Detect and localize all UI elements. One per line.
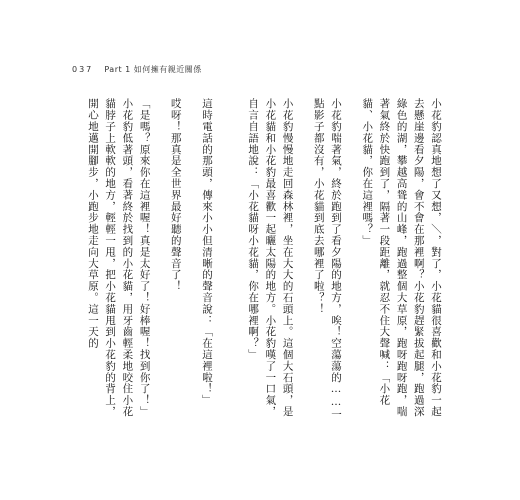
page-number: 037 [72, 65, 94, 74]
paragraph: 哎呀！那真是全世界最好聽的聲音了！ [169, 98, 182, 292]
paragraph: 小花豹慢慢地走回森林裡，坐在大大的石頭上。這個大石頭，是小花貓和小花豹最喜歡一起曬太陽的地方。小花豹嘆了一口氣，自言自語地說：「小花貓呀小花貓，你在哪裡啊？」 [247, 98, 294, 418]
paragraph: 這時電話的那頭，傳來小小但清晰的聲音說：「在這裡啦！」 [200, 98, 213, 406]
running-header [72, 64, 202, 75]
paragraph: 小花豹認真地想了又想，＼，對了，小花貓很喜歡和小花豹一起去懸崖邊看夕陽，會不會在那裡啊？小花豹趕緊拔起腿，跑過深綠色的湖，攀越高聳的山峰，跑過整個大草原，跑呀跑呀跑，喘著氣終於快跑到了，隔著一段距離，就忍不住大聲喊：「小花貓、小花貓，你在這裡嗎？」 [361, 98, 442, 418]
vertical-text-body [86, 98, 458, 428]
paragraph: 「是嗎？原來你在這裡喔！真是太好了！好棒喔！找到你了！」小花豹低著頭，看著終於找到的小花貓，用牙齒輕柔地咬住小花貓脖子上軟軟的地方，輕輕一甩，把小花貓甩到小花豹的背上，開心地邁開腳步，小跑步地走向大草原。這一天的 [86, 98, 151, 418]
paragraph: 小花豹喘著氣，終於跑到了看夕陽的地方，唉！空蕩蕩的……一點影子都沒有，小花貓到底去哪裡了啦？！ [312, 98, 342, 421]
part-title: Part 1 如何擁有親近關係 [104, 65, 202, 74]
